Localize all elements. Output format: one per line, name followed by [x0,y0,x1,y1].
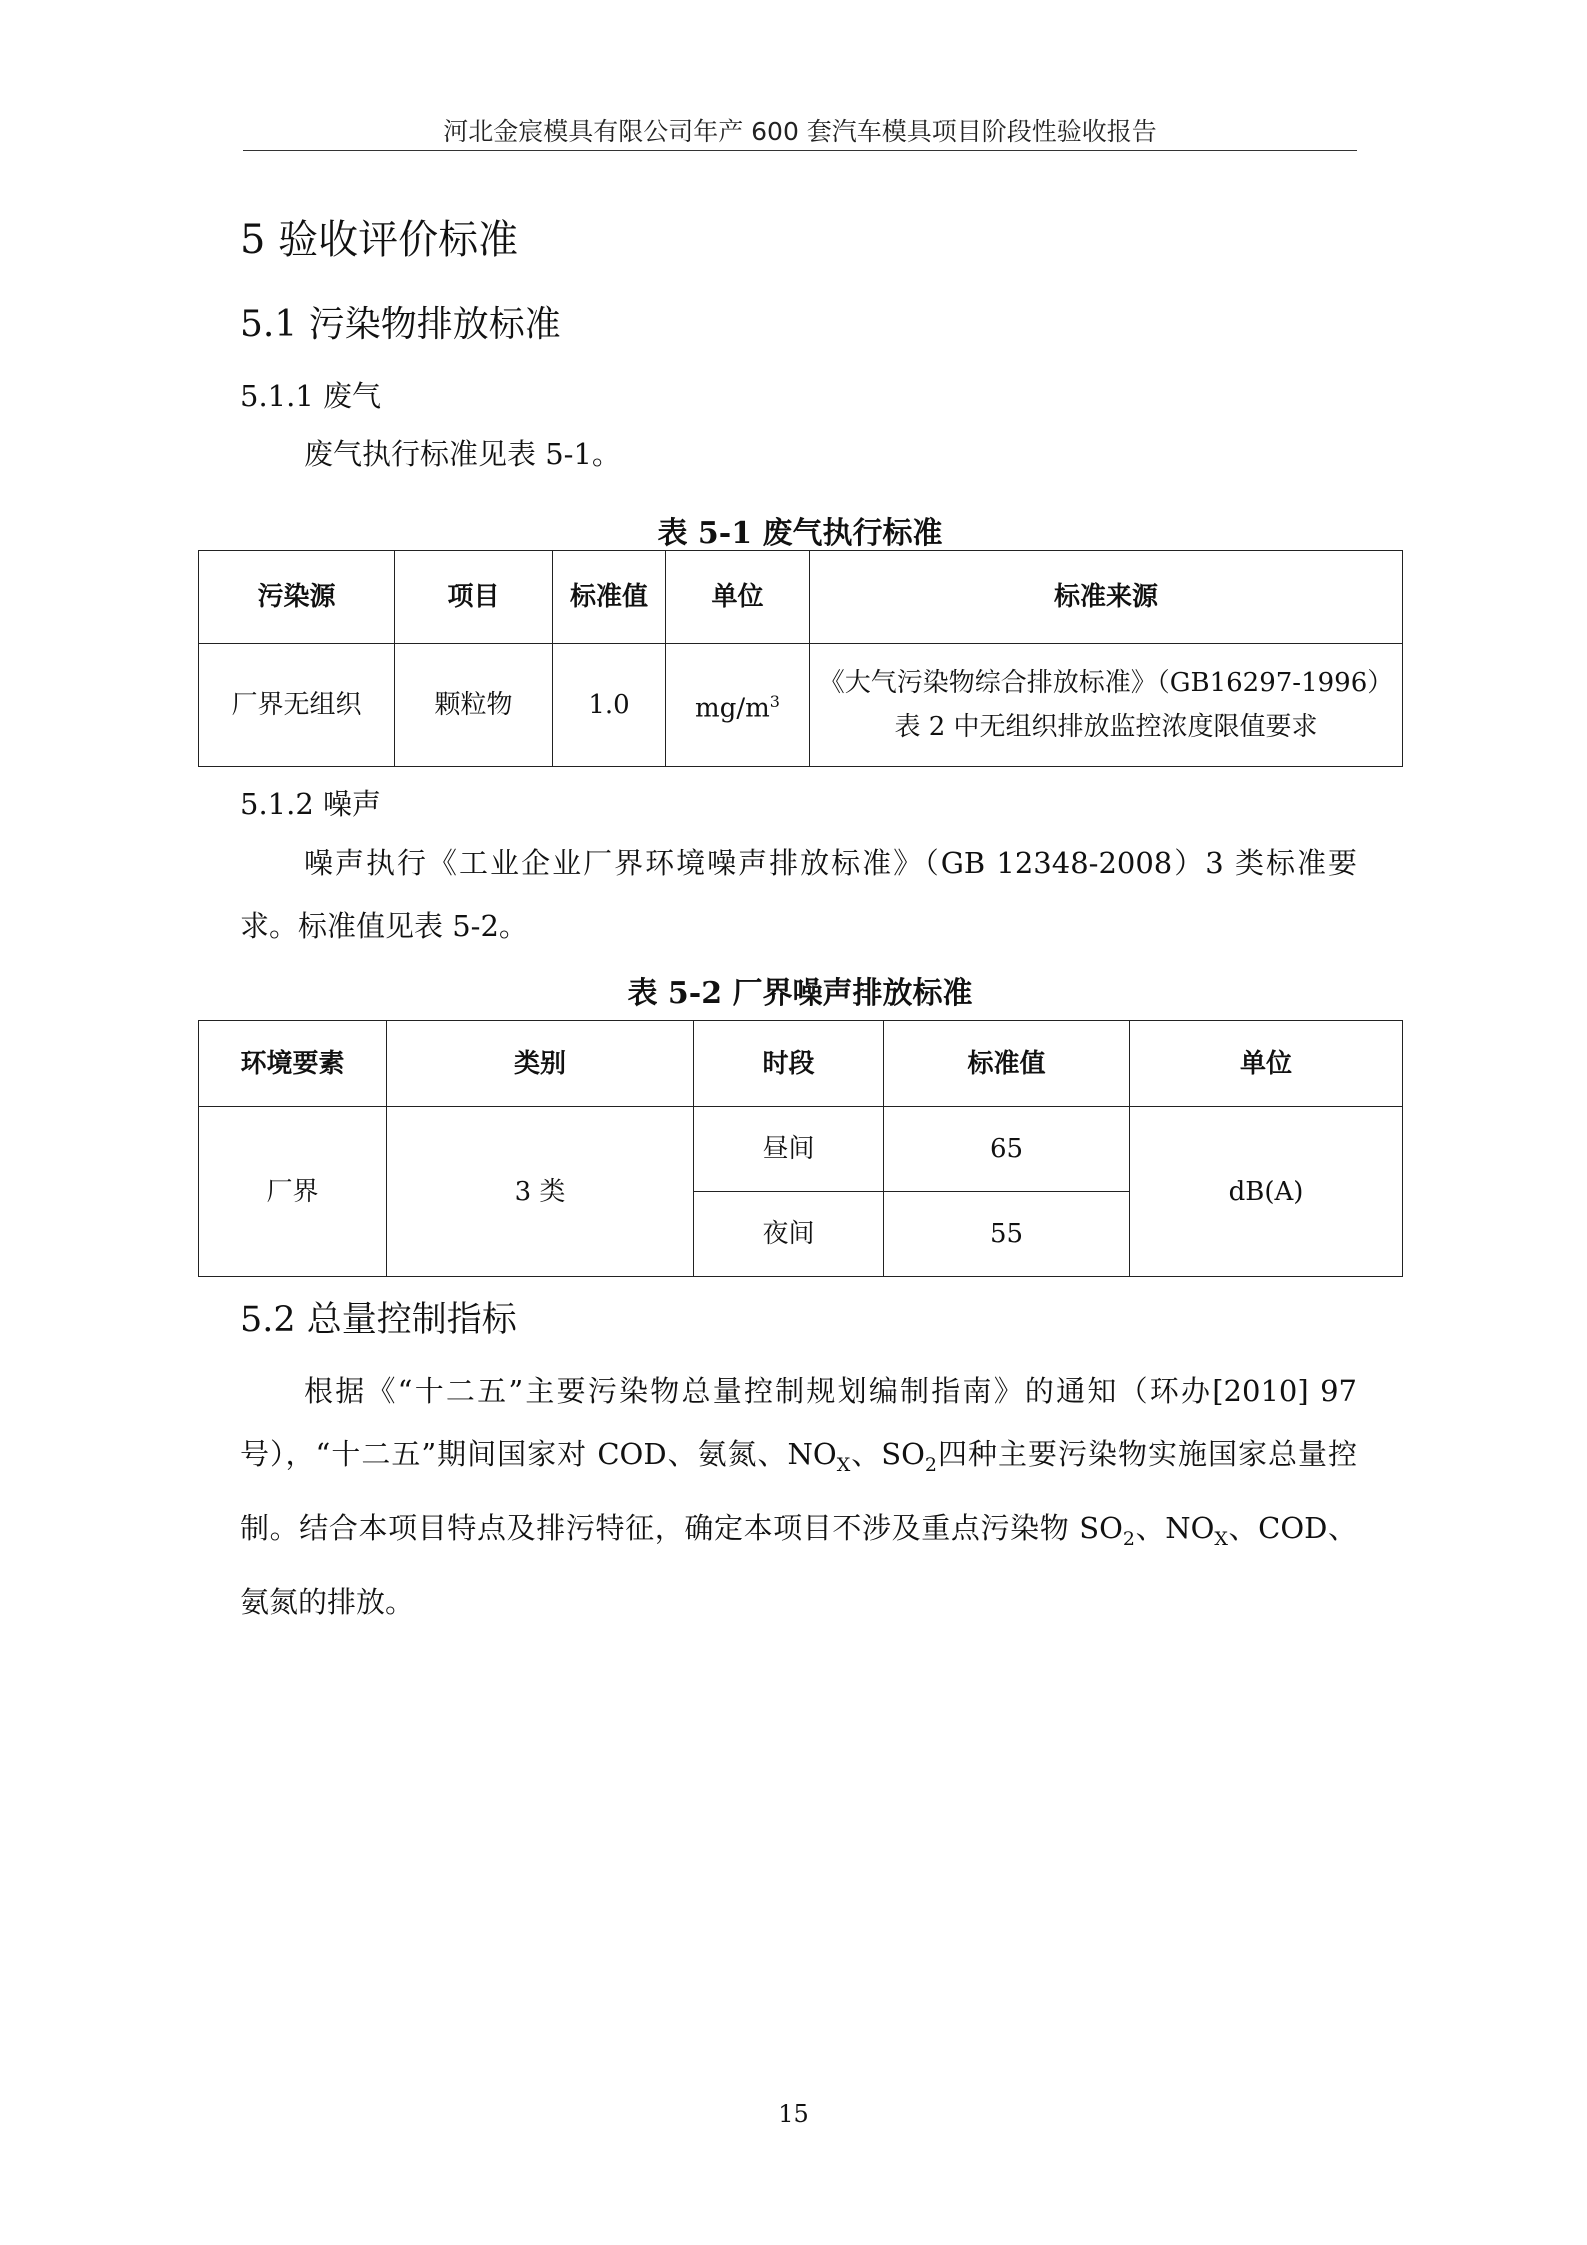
subscript: X [836,1453,851,1476]
standard-value-cell: 65 [884,1107,1130,1192]
table-row [199,1107,1403,1192]
total-control-paragraph [240,1360,1357,1634]
paragraph-text: 、COD、氨氮的排放。 [240,1510,1358,1619]
page-number: 15 [778,2100,809,2128]
standard-source-cell [810,644,1403,767]
paragraph-text: 、SO [850,1437,925,1471]
table-header-cell: 标准来源 [810,551,1403,644]
table-header-cell: 类别 [387,1021,694,1107]
period-cell: 夜间 [694,1192,884,1277]
page-header-title: 河北金宸模具有限公司年产 600 套汽车模具项目阶段性验收报告 [443,117,1157,146]
standard-source-line: 表 2 中无组织排放监控浓度限值要求 [894,712,1318,742]
section-5-heading: 5 验收评价标准 [240,217,519,263]
pollution-source-cell: 厂界无组织 [199,644,395,767]
unit-cell [666,644,810,767]
table-5-2-caption: 表 5-2 厂界噪声排放标准 [627,976,973,1011]
item-cell: 颗粒物 [395,644,553,767]
unit-cell: dB(A) [1130,1107,1403,1277]
subscript: 2 [1122,1527,1135,1550]
waste-gas-paragraph: 废气执行标准见表 5-1。 [304,437,621,471]
header-divider [243,150,1357,151]
table-5-2-header-row [199,1021,1403,1107]
unit-text: mg/m [695,693,770,724]
table-5-1 [198,550,1403,767]
table-header-cell: 标准值 [884,1021,1130,1107]
standard-value-cell: 55 [884,1192,1130,1277]
subscript: 2 [924,1453,937,1476]
table-header-cell: 环境要素 [199,1021,387,1107]
table-header-cell: 项目 [395,551,553,644]
environment-element-cell: 厂界 [199,1107,387,1277]
table-header-cell: 单位 [1130,1021,1403,1107]
table-5-2 [198,1020,1403,1277]
noise-paragraph: 噪声执行《工业企业厂界环境噪声排放标准》（GB 12348-2008）3 类标准要求。标准值见表 5-2。 [240,846,1357,943]
table-header-cell: 时段 [694,1021,884,1107]
table-header-cell: 污染源 [199,551,395,644]
section-5-1-1-heading: 5.1.1 废气 [240,379,382,413]
section-5-2-heading: 5.2 总量控制指标 [240,1300,517,1340]
paragraph-text: 四种主要污染物实施国家总量控制。结合本项目特点及排污特征，确定本项目不涉及重点污染物 SO [240,1437,1357,1545]
section-5-1-heading: 5.1 污染物排放标准 [240,304,561,345]
table-header-cell: 单位 [666,551,810,644]
table-row [199,644,1403,767]
category-cell: 3 类 [387,1107,694,1277]
unit-superscript: 3 [769,691,780,711]
table-5-1-caption: 表 5-1 废气执行标准 [657,516,943,551]
paragraph-text: 根据《“十二五”主要污染物总量控制规划编制指南》的通知（环办[2010] 97 号），“十二五”期间国家对 COD、氨氮、NO [240,1374,1357,1471]
standard-value-cell: 1.0 [553,644,666,767]
table-header-cell: 标准值 [553,551,666,644]
subscript: X [1214,1527,1228,1550]
table-5-1-header-row [199,551,1403,644]
standard-source-line: 《大气污染物综合排放标准》（GB16297-1996） [818,668,1394,698]
period-cell: 昼间 [694,1107,884,1192]
paragraph-text: 、NO [1134,1510,1215,1545]
section-5-1-2-heading: 5.1.2 噪声 [240,787,382,821]
